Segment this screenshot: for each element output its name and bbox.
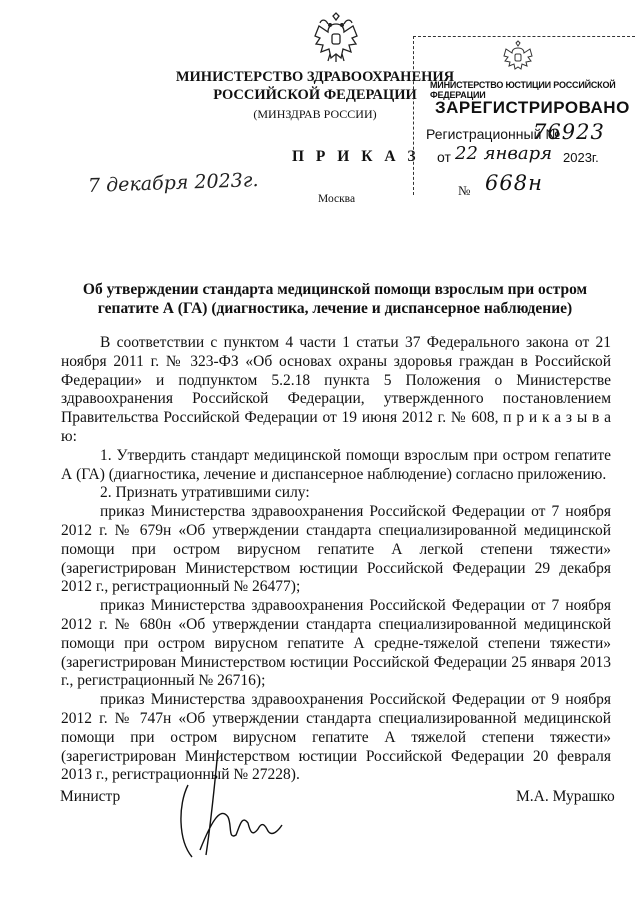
document-type: П Р И К А З bbox=[292, 148, 420, 165]
order-number-label: № bbox=[458, 183, 471, 198]
stamp-date: 22 января bbox=[455, 143, 553, 164]
document-body bbox=[61, 334, 611, 785]
stamp-authority: МИНИСТЕРСТВО ЮСТИЦИИ РОССИЙСКОЙ ФЕДЕРАЦИИ bbox=[430, 80, 616, 100]
stamp-year: 2023г. bbox=[563, 150, 599, 165]
document-title bbox=[60, 280, 610, 318]
title-line-2: гепатите А (ГА) (диагностика, лечение и диспансерное наблюдение) bbox=[97, 300, 573, 317]
order-number: 668н bbox=[485, 171, 543, 195]
repealed-order-1: приказ Министерства здравоохранения Российской Федерации от 7 ноября 2012 г. № 679н «Об утверждении стандарта специализированной медицинской помощи при остром вирусном гепатите А легкой степени тяжести» (зарегистрирован Министерством юстиции Российской Федерации 29 декабря 2012 г., регистрационный № 26477); bbox=[61, 503, 611, 596]
item-1: 1. Утвердить стандарт медицинской помощи взрослым при остром гепатите А (ГА) (диагностика, лечение и диспансерное наблюдение) согласно приложению. bbox=[61, 446, 611, 483]
ministry-short-name: (МИНЗДРАВ РОССИИ) bbox=[253, 107, 377, 121]
coat-of-arms-icon bbox=[311, 12, 361, 64]
repealed-order-2: приказ Министерства здравоохранения Российской Федерации от 7 ноября 2012 г. № 680н «Об утверждении стандарта специализированной медицинской помощи при остром вирусном гепатите А средне-тяжелой степени тяжести» (зарегистрирован Министерством юстиции Российской Федерации 25 января 2013 г., регистрационный № 26716); bbox=[61, 597, 611, 690]
stamp-registered: ЗАРЕГИСТРИРОВАНО bbox=[435, 98, 630, 117]
intro-paragraph: В соответствии с пунктом 4 части 1 статьи 37 Федерального закона от 21 ноября 2011 г. № 323-ФЗ «Об основах охраны здоровья граждан в Российской Федерации» и подпунктом 5.2.18 пункта 5 Положения о Министерстве здравоохранения Российской Федерации, утвержденного постановлением Правительства Российской Федерации от 19 июня 2012 г. № 608, п р и к а з ы в а ю: bbox=[61, 334, 611, 445]
signer-role: Министр bbox=[60, 788, 121, 805]
stamp-emblem-icon bbox=[502, 40, 534, 72]
repealed-order-3: приказ Министерства здравоохранения Российской Федерации от 9 ноября 2012 г. № 747н «Об утверждении стандарта специализированной медицинской помощи при остром вирусном гепатите А тяжелой степени тяжести» (зарегистрирован Министерством юстиции Российской Федерации 20 февраля 2013 г., регистрационный № 27228). bbox=[61, 691, 611, 784]
stamp-reg-number-label: Регистрационный № bbox=[426, 126, 561, 142]
title-line-1: Об утверждении стандарта медицинской помощи взрослым при остром bbox=[82, 281, 588, 298]
ministry-name: МИНИСТЕРСТВО ЗДРАВООХРАНЕНИЯ bbox=[175, 69, 455, 85]
signer-name: М.А. Мурашко bbox=[516, 788, 615, 805]
order-date: 7 декабря 2023г. bbox=[87, 169, 259, 197]
item-2: 2. Признать утратившими силу: bbox=[100, 484, 310, 502]
city: Москва bbox=[318, 193, 356, 205]
stamp-reg-number: 76923 bbox=[533, 120, 605, 144]
handwritten-signature bbox=[170, 745, 320, 870]
ministry-country: РОССИЙСКОЙ ФЕДЕРАЦИИ bbox=[213, 87, 417, 103]
stamp-date-prefix: от bbox=[437, 149, 451, 165]
